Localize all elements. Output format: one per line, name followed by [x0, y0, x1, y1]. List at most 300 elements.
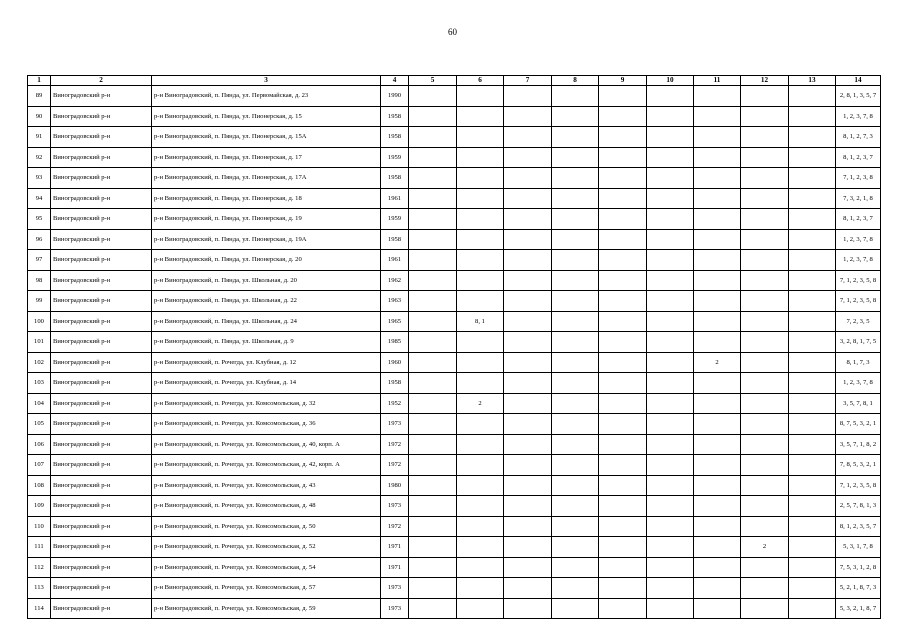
col7-cell	[504, 311, 552, 332]
col11-cell	[694, 188, 741, 209]
column-header-10: 10	[647, 76, 694, 86]
col10-cell	[647, 106, 694, 127]
address-cell: р-н Виноградовский, п. Пянда, ул. Пионерская, д. 19	[152, 209, 381, 230]
col10-cell	[647, 352, 694, 373]
col12-cell	[741, 557, 789, 578]
col12-cell	[741, 414, 789, 435]
year-cell: 1990	[381, 86, 409, 107]
col10-cell	[647, 209, 694, 230]
col14-cell: 1, 2, 3, 7, 8	[836, 229, 881, 250]
col5-cell	[409, 188, 457, 209]
col11-cell	[694, 434, 741, 455]
district-cell: Виноградовский р-н	[51, 168, 152, 189]
col13-cell	[789, 270, 836, 291]
col6-cell	[457, 332, 504, 353]
col5-cell	[409, 352, 457, 373]
col11-cell	[694, 147, 741, 168]
col5-cell	[409, 496, 457, 517]
col14-cell: 7, 3, 2, 1, 8	[836, 188, 881, 209]
row-number-cell: 94	[28, 188, 51, 209]
district-cell: Виноградовский р-н	[51, 188, 152, 209]
col7-cell	[504, 598, 552, 619]
year-cell: 1959	[381, 147, 409, 168]
col8-cell	[552, 188, 599, 209]
col13-cell	[789, 455, 836, 476]
col8-cell	[552, 578, 599, 599]
col10-cell	[647, 475, 694, 496]
col8-cell	[552, 127, 599, 148]
col11-cell	[694, 578, 741, 599]
col11-cell	[694, 557, 741, 578]
row-number-cell: 104	[28, 393, 51, 414]
address-cell: р-н Виноградовский, п. Пянда, ул. Школьная, д. 20	[152, 270, 381, 291]
district-cell: Виноградовский р-н	[51, 373, 152, 394]
address-cell: р-н Виноградовский, п. Рочегда, ул. Клубная, д. 12	[152, 352, 381, 373]
col12-cell	[741, 291, 789, 312]
col12-cell	[741, 127, 789, 148]
table-body	[28, 86, 881, 619]
address-cell: р-н Виноградовский, п. Рочегда, ул. Комсомольская, д. 50	[152, 516, 381, 537]
col6-cell	[457, 250, 504, 271]
col14-cell: 5, 2, 1, 8, 7, 3	[836, 578, 881, 599]
col13-cell	[789, 373, 836, 394]
col7-cell	[504, 352, 552, 373]
col9-cell	[599, 414, 647, 435]
col8-cell	[552, 352, 599, 373]
col12-cell	[741, 475, 789, 496]
table-row	[28, 147, 881, 168]
address-cell: р-н Виноградовский, п. Пянда, ул. Пионерская, д. 15А	[152, 127, 381, 148]
col13-cell	[789, 311, 836, 332]
col12-cell	[741, 168, 789, 189]
table-row	[28, 373, 881, 394]
col8-cell	[552, 250, 599, 271]
col12-cell	[741, 455, 789, 476]
row-number-cell: 93	[28, 168, 51, 189]
row-number-cell: 101	[28, 332, 51, 353]
address-cell: р-н Виноградовский, п. Пянда, ул. Пионерская, д. 17	[152, 147, 381, 168]
col13-cell	[789, 127, 836, 148]
table-row	[28, 414, 881, 435]
table-row	[28, 598, 881, 619]
col5-cell	[409, 475, 457, 496]
col9-cell	[599, 598, 647, 619]
col14-cell: 3, 5, 7, 8, 1	[836, 393, 881, 414]
address-cell: р-н Виноградовский, п. Рочегда, ул. Комсомольская, д. 32	[152, 393, 381, 414]
table-row	[28, 127, 881, 148]
col10-cell	[647, 578, 694, 599]
table-row	[28, 311, 881, 332]
registry-table	[27, 75, 881, 619]
col5-cell	[409, 516, 457, 537]
district-cell: Виноградовский р-н	[51, 291, 152, 312]
address-cell: р-н Виноградовский, п. Пяндa, ул. Первомайская, д. 23	[152, 86, 381, 107]
col12-cell	[741, 209, 789, 230]
col12-cell	[741, 86, 789, 107]
col8-cell	[552, 434, 599, 455]
col14-cell: 2, 5, 7, 8, 1, 3	[836, 496, 881, 517]
col9-cell	[599, 393, 647, 414]
col5-cell	[409, 414, 457, 435]
col7-cell	[504, 516, 552, 537]
col6-cell	[457, 475, 504, 496]
col7-cell	[504, 434, 552, 455]
col6-cell	[457, 598, 504, 619]
col10-cell	[647, 86, 694, 107]
column-header-1: 1	[28, 76, 51, 86]
col7-cell	[504, 332, 552, 353]
row-number-cell: 92	[28, 147, 51, 168]
column-header-3: 3	[152, 76, 381, 86]
col6-cell	[457, 557, 504, 578]
col14-cell: 7, 5, 3, 1, 2, 8	[836, 557, 881, 578]
col8-cell	[552, 147, 599, 168]
address-cell: р-н Виноградовский, п. Пянда, ул. Школьная, д. 24	[152, 311, 381, 332]
row-number-cell: 96	[28, 229, 51, 250]
row-number-cell: 108	[28, 475, 51, 496]
col13-cell	[789, 434, 836, 455]
col8-cell	[552, 455, 599, 476]
col6-cell: 2	[457, 393, 504, 414]
address-cell: р-н Виноградовский, п. Пянда, ул. Школьная, д. 9	[152, 332, 381, 353]
col11-cell	[694, 516, 741, 537]
col10-cell	[647, 270, 694, 291]
col9-cell	[599, 168, 647, 189]
col14-cell: 1, 2, 3, 7, 8	[836, 106, 881, 127]
col9-cell	[599, 209, 647, 230]
table-row	[28, 557, 881, 578]
address-cell: р-н Виноградовский, п. Рочегда, ул. Комсомольская, д. 48	[152, 496, 381, 517]
col11-cell	[694, 414, 741, 435]
col6-cell	[457, 147, 504, 168]
col7-cell	[504, 270, 552, 291]
col9-cell	[599, 147, 647, 168]
col8-cell	[552, 209, 599, 230]
col11-cell	[694, 332, 741, 353]
col8-cell	[552, 332, 599, 353]
col9-cell	[599, 516, 647, 537]
address-cell: р-н Виноградовский, п. Пянда, ул. Пионерская, д. 20	[152, 250, 381, 271]
row-number-cell: 114	[28, 598, 51, 619]
row-number-cell: 111	[28, 537, 51, 558]
col6-cell	[457, 373, 504, 394]
col12-cell	[741, 393, 789, 414]
address-cell: р-н Виноградовский, п. Пянда, ул. Пионерская, д. 17А	[152, 168, 381, 189]
col12-cell	[741, 106, 789, 127]
district-cell: Виноградовский р-н	[51, 557, 152, 578]
col10-cell	[647, 557, 694, 578]
col14-cell: 7, 1, 2, 3, 5, 8	[836, 270, 881, 291]
col6-cell	[457, 168, 504, 189]
header-row	[28, 76, 881, 86]
column-header-7: 7	[504, 76, 552, 86]
col5-cell	[409, 434, 457, 455]
col9-cell	[599, 127, 647, 148]
col6-cell	[457, 516, 504, 537]
year-cell: 1952	[381, 393, 409, 414]
col14-cell: 5, 3, 2, 1, 8, 7	[836, 598, 881, 619]
col9-cell	[599, 270, 647, 291]
col14-cell: 8, 7, 5, 3, 2, 1	[836, 414, 881, 435]
col14-cell: 2, 8, 1, 3, 5, 7	[836, 86, 881, 107]
col13-cell	[789, 557, 836, 578]
col8-cell	[552, 557, 599, 578]
col14-cell: 3, 5, 7, 1, 8, 2	[836, 434, 881, 455]
row-number-cell: 110	[28, 516, 51, 537]
col10-cell	[647, 229, 694, 250]
col5-cell	[409, 168, 457, 189]
table-row	[28, 455, 881, 476]
district-cell: Виноградовский р-н	[51, 209, 152, 230]
col5-cell	[409, 86, 457, 107]
col8-cell	[552, 168, 599, 189]
district-cell: Виноградовский р-н	[51, 106, 152, 127]
year-cell: 1973	[381, 598, 409, 619]
col14-cell: 7, 1, 2, 3, 5, 8	[836, 475, 881, 496]
col9-cell	[599, 475, 647, 496]
col11-cell	[694, 229, 741, 250]
district-cell: Виноградовский р-н	[51, 496, 152, 517]
col5-cell	[409, 229, 457, 250]
col9-cell	[599, 496, 647, 517]
column-header-12: 12	[741, 76, 789, 86]
col5-cell	[409, 578, 457, 599]
district-cell: Виноградовский р-н	[51, 414, 152, 435]
row-number-cell: 99	[28, 291, 51, 312]
col13-cell	[789, 516, 836, 537]
address-cell: р-н Виноградовский, п. Рочегда, ул. Комсомольская, д. 54	[152, 557, 381, 578]
col12-cell	[741, 270, 789, 291]
col5-cell	[409, 311, 457, 332]
year-cell: 1972	[381, 455, 409, 476]
col14-cell: 3, 2, 8, 1, 7, 5	[836, 332, 881, 353]
col5-cell	[409, 393, 457, 414]
col7-cell	[504, 537, 552, 558]
col8-cell	[552, 414, 599, 435]
year-cell: 1958	[381, 229, 409, 250]
column-header-2: 2	[51, 76, 152, 86]
col10-cell	[647, 168, 694, 189]
row-number-cell: 107	[28, 455, 51, 476]
col12-cell	[741, 598, 789, 619]
col9-cell	[599, 352, 647, 373]
address-cell: р-н Виноградовский, п. Рочегда, ул. Комсомольская, д. 43	[152, 475, 381, 496]
col13-cell	[789, 106, 836, 127]
year-cell: 1971	[381, 557, 409, 578]
col11-cell	[694, 537, 741, 558]
col11-cell	[694, 291, 741, 312]
table-row	[28, 516, 881, 537]
col7-cell	[504, 475, 552, 496]
address-cell: р-н Виноградовский, п. Рочегда, ул. Комсомольская, д. 57	[152, 578, 381, 599]
col9-cell	[599, 291, 647, 312]
col8-cell	[552, 106, 599, 127]
column-header-5: 5	[409, 76, 457, 86]
col11-cell	[694, 168, 741, 189]
district-cell: Виноградовский р-н	[51, 537, 152, 558]
col12-cell	[741, 311, 789, 332]
table-row	[28, 496, 881, 517]
year-cell: 1962	[381, 270, 409, 291]
col13-cell	[789, 496, 836, 517]
col13-cell	[789, 209, 836, 230]
col10-cell	[647, 291, 694, 312]
district-cell: Виноградовский р-н	[51, 578, 152, 599]
col8-cell	[552, 393, 599, 414]
col9-cell	[599, 250, 647, 271]
col6-cell	[457, 496, 504, 517]
col11-cell	[694, 270, 741, 291]
address-cell: р-н Виноградовский, п. Рочегда, ул. Комсомольская, д. 42, корп. А	[152, 455, 381, 476]
district-cell: Виноградовский р-н	[51, 311, 152, 332]
col13-cell	[789, 578, 836, 599]
year-cell: 1965	[381, 311, 409, 332]
row-number-cell: 112	[28, 557, 51, 578]
row-number-cell: 103	[28, 373, 51, 394]
col7-cell	[504, 557, 552, 578]
col7-cell	[504, 373, 552, 394]
col9-cell	[599, 188, 647, 209]
district-cell: Виноградовский р-н	[51, 332, 152, 353]
col13-cell	[789, 168, 836, 189]
col13-cell	[789, 86, 836, 107]
address-cell: р-н Виноградовский, п. Рочегда, ул. Комсомольская, д. 52	[152, 537, 381, 558]
col13-cell	[789, 352, 836, 373]
col11-cell	[694, 496, 741, 517]
col7-cell	[504, 455, 552, 476]
column-header-6: 6	[457, 76, 504, 86]
col14-cell: 8, 1, 2, 7, 3	[836, 127, 881, 148]
col14-cell: 8, 1, 2, 3, 7	[836, 209, 881, 230]
col9-cell	[599, 578, 647, 599]
table-row	[28, 434, 881, 455]
col8-cell	[552, 86, 599, 107]
district-cell: Виноградовский р-н	[51, 127, 152, 148]
col13-cell	[789, 250, 836, 271]
col12-cell	[741, 496, 789, 517]
col5-cell	[409, 270, 457, 291]
col12-cell	[741, 332, 789, 353]
col7-cell	[504, 496, 552, 517]
col14-cell: 7, 8, 5, 3, 2, 1	[836, 455, 881, 476]
year-cell: 1963	[381, 291, 409, 312]
col6-cell	[457, 106, 504, 127]
col8-cell	[552, 311, 599, 332]
col12-cell	[741, 516, 789, 537]
district-cell: Виноградовский р-н	[51, 434, 152, 455]
col9-cell	[599, 86, 647, 107]
col5-cell	[409, 455, 457, 476]
address-cell: р-н Виноградовский, п. Пянда, ул. Пионерская, д. 18	[152, 188, 381, 209]
col13-cell	[789, 475, 836, 496]
year-cell: 1959	[381, 209, 409, 230]
district-cell: Виноградовский р-н	[51, 86, 152, 107]
year-cell: 1972	[381, 516, 409, 537]
col6-cell	[457, 578, 504, 599]
col5-cell	[409, 332, 457, 353]
row-number-cell: 90	[28, 106, 51, 127]
district-cell: Виноградовский р-н	[51, 229, 152, 250]
year-cell: 1973	[381, 414, 409, 435]
col13-cell	[789, 414, 836, 435]
column-header-9: 9	[599, 76, 647, 86]
row-number-cell: 98	[28, 270, 51, 291]
col8-cell	[552, 270, 599, 291]
district-cell: Виноградовский р-н	[51, 250, 152, 271]
table-row	[28, 188, 881, 209]
district-cell: Виноградовский р-н	[51, 475, 152, 496]
col6-cell	[457, 188, 504, 209]
col6-cell	[457, 291, 504, 312]
col7-cell	[504, 188, 552, 209]
col6-cell	[457, 414, 504, 435]
col11-cell	[694, 393, 741, 414]
col14-cell: 8, 1, 2, 3, 5, 7	[836, 516, 881, 537]
col10-cell	[647, 598, 694, 619]
table-row	[28, 475, 881, 496]
address-cell: р-н Виноградовский, п. Рочегда, ул. Комсомольская, д. 59	[152, 598, 381, 619]
col6-cell	[457, 352, 504, 373]
col10-cell	[647, 516, 694, 537]
district-cell: Виноградовский р-н	[51, 598, 152, 619]
address-cell: р-н Виноградовский, п. Пянда, ул. Пионерская, д. 19А	[152, 229, 381, 250]
col7-cell	[504, 106, 552, 127]
col7-cell	[504, 168, 552, 189]
year-cell: 1958	[381, 373, 409, 394]
col5-cell	[409, 147, 457, 168]
col14-cell: 1, 2, 3, 7, 8	[836, 373, 881, 394]
col10-cell	[647, 147, 694, 168]
column-header-14: 14	[836, 76, 881, 86]
col8-cell	[552, 537, 599, 558]
col5-cell	[409, 106, 457, 127]
col10-cell	[647, 414, 694, 435]
page-number: 60	[448, 27, 457, 37]
col5-cell	[409, 291, 457, 312]
col6-cell	[457, 455, 504, 476]
col12-cell	[741, 147, 789, 168]
col12-cell	[741, 434, 789, 455]
col7-cell	[504, 209, 552, 230]
col12-cell: 2	[741, 537, 789, 558]
col10-cell	[647, 496, 694, 517]
col11-cell	[694, 455, 741, 476]
col8-cell	[552, 229, 599, 250]
address-cell: р-н Виноградовский, п. Пянда, ул. Школьная, д. 22	[152, 291, 381, 312]
col12-cell	[741, 250, 789, 271]
col13-cell	[789, 598, 836, 619]
col6-cell	[457, 270, 504, 291]
col5-cell	[409, 209, 457, 230]
col11-cell	[694, 86, 741, 107]
col11-cell	[694, 250, 741, 271]
year-cell: 1973	[381, 496, 409, 517]
col9-cell	[599, 537, 647, 558]
col7-cell	[504, 578, 552, 599]
col6-cell	[457, 209, 504, 230]
column-header-4: 4	[381, 76, 409, 86]
col14-cell: 5, 3, 1, 7, 8	[836, 537, 881, 558]
col11-cell	[694, 311, 741, 332]
row-number-cell: 102	[28, 352, 51, 373]
table-row	[28, 332, 881, 353]
col12-cell	[741, 229, 789, 250]
table-header	[28, 76, 881, 86]
table-row	[28, 537, 881, 558]
table-row	[28, 291, 881, 312]
col10-cell	[647, 537, 694, 558]
row-number-cell: 95	[28, 209, 51, 230]
